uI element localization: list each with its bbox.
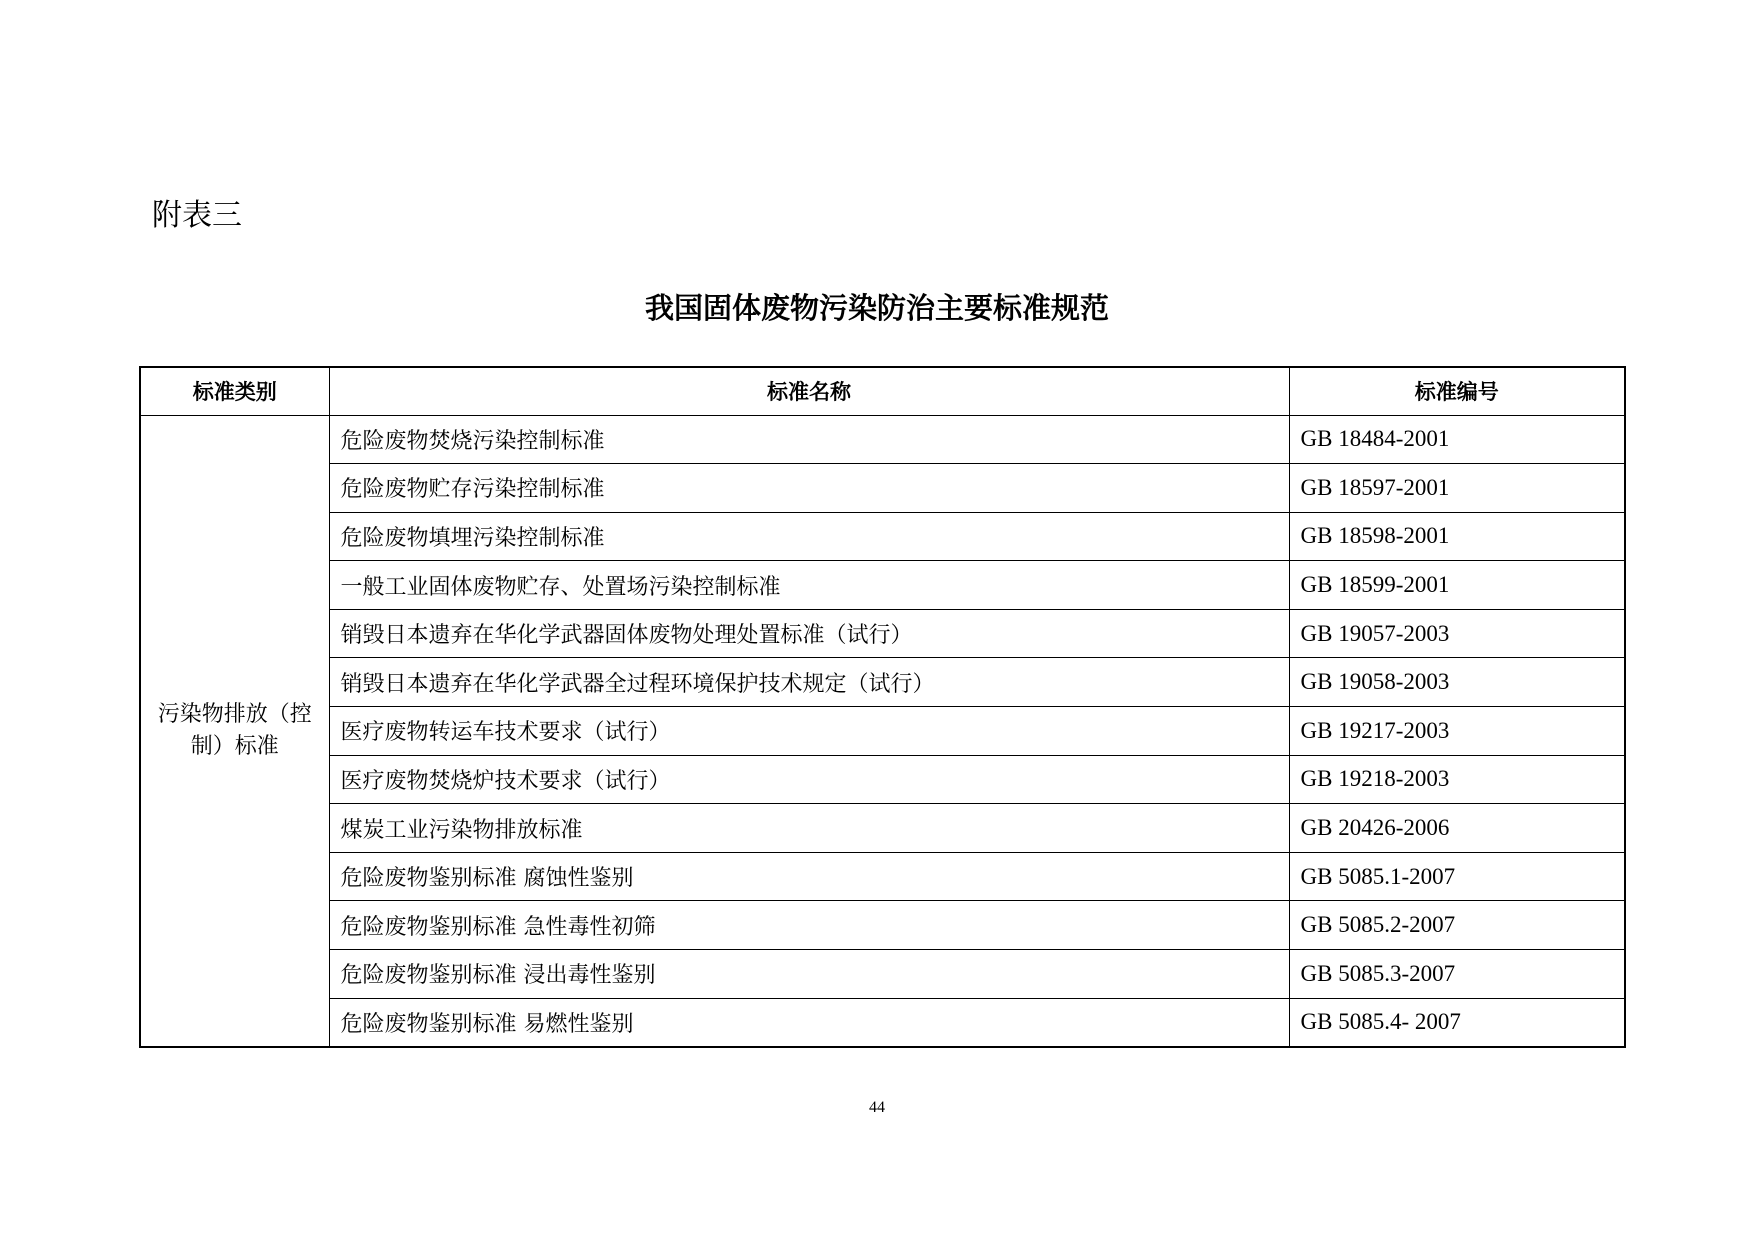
standard-code: GB 18598-2001 — [1289, 512, 1625, 561]
table-row — [140, 901, 1625, 950]
table-row — [140, 561, 1625, 610]
standard-code: GB 19218-2003 — [1289, 755, 1625, 804]
standard-code: GB 5085.4- 2007 — [1289, 998, 1625, 1047]
table-row — [140, 998, 1625, 1047]
standard-code: GB 18484-2001 — [1289, 415, 1625, 464]
standard-name: 一般工业固体废物贮存、处置场污染控制标准 — [329, 561, 1289, 610]
standard-code: GB 19217-2003 — [1289, 707, 1625, 756]
standard-code: GB 5085.3-2007 — [1289, 950, 1625, 999]
header-code: 标准编号 — [1289, 367, 1625, 415]
standard-name: 危险废物填埋污染控制标准 — [329, 512, 1289, 561]
table-row — [140, 658, 1625, 707]
table-row — [140, 755, 1625, 804]
table-row — [140, 609, 1625, 658]
standard-code: GB 5085.2-2007 — [1289, 901, 1625, 950]
table-row — [140, 464, 1625, 513]
table-header-row — [140, 367, 1625, 415]
table-row — [140, 512, 1625, 561]
standard-name: 医疗废物焚烧炉技术要求（试行） — [329, 755, 1289, 804]
standard-name: 煤炭工业污染物排放标准 — [329, 804, 1289, 853]
standard-code: GB 19057-2003 — [1289, 609, 1625, 658]
standard-name: 危险废物鉴别标准 易燃性鉴别 — [329, 998, 1289, 1047]
standard-name: 危险废物鉴别标准 浸出毒性鉴别 — [329, 950, 1289, 999]
standard-name: 危险废物贮存污染控制标准 — [329, 464, 1289, 513]
table-row — [140, 852, 1625, 901]
table-row — [140, 950, 1625, 999]
standard-code: GB 20426-2006 — [1289, 804, 1625, 853]
category-cell: 污染物排放（控制）标准 — [140, 415, 329, 1047]
standard-name: 危险废物鉴别标准 腐蚀性鉴别 — [329, 852, 1289, 901]
standard-name: 销毁日本遗弃在华化学武器固体废物处理处置标准（试行） — [329, 609, 1289, 658]
table-row — [140, 707, 1625, 756]
standard-name: 销毁日本遗弃在华化学武器全过程环境保护技术规定（试行） — [329, 658, 1289, 707]
appendix-label: 附表三 — [152, 198, 242, 233]
page-number: 44 — [869, 1099, 885, 1116]
standard-name: 危险废物焚烧污染控制标准 — [329, 415, 1289, 464]
document-title: 我国固体废物污染防治主要标准规范 — [644, 291, 1109, 325]
standard-name: 医疗废物转运车技术要求（试行） — [329, 707, 1289, 756]
standard-name: 危险废物鉴别标准 急性毒性初筛 — [329, 901, 1289, 950]
standard-code: GB 19058-2003 — [1289, 658, 1625, 707]
header-name: 标准名称 — [329, 367, 1289, 415]
table-row — [140, 415, 1625, 464]
standard-code: GB 18597-2001 — [1289, 464, 1625, 513]
header-category: 标准类别 — [140, 367, 329, 415]
table-row — [140, 804, 1625, 853]
standards-table — [139, 366, 1626, 1048]
standard-code: GB 5085.1-2007 — [1289, 852, 1625, 901]
standard-code: GB 18599-2001 — [1289, 561, 1625, 610]
